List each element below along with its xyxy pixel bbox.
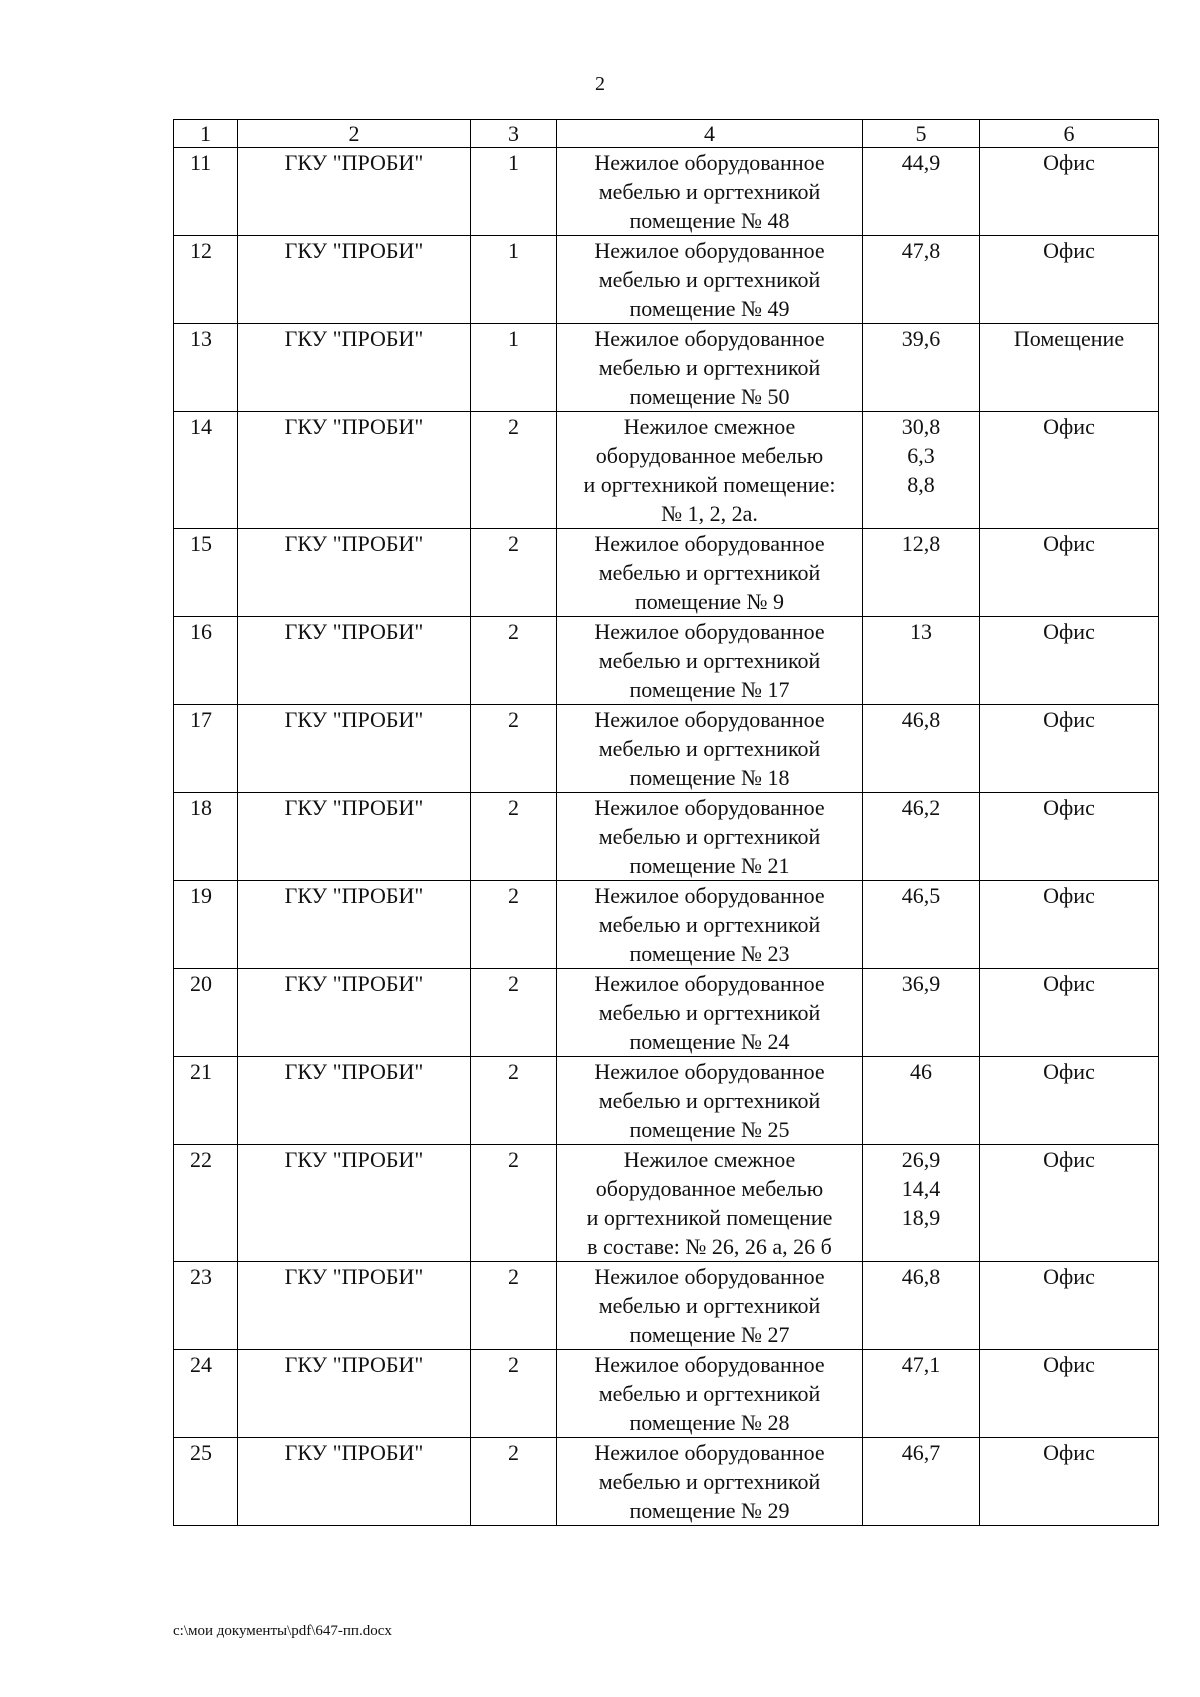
area-cell: 46,8 (863, 705, 980, 793)
floor-cell: 2 (471, 1438, 557, 1526)
area-cell: 39,6 (863, 324, 980, 412)
floor-cell: 2 (471, 1262, 557, 1350)
organization-cell: ГКУ "ПРОБИ" (238, 881, 471, 969)
table-row (174, 969, 1159, 1057)
area-cell: 46 (863, 1057, 980, 1145)
floor-cell: 2 (471, 1057, 557, 1145)
premises-description-cell: Нежилое оборудованное мебелью и оргтехникой помещение № 18 (557, 705, 863, 793)
footer-file-path: c:\мои документы\pdf\647-пп.docx (173, 1623, 392, 1639)
premises-description-cell: Нежилое оборудованное мебелью и оргтехникой помещение № 29 (557, 1438, 863, 1526)
purpose-cell: Офис (980, 236, 1159, 324)
premises-description-cell: Нежилое оборудованное мебелью и оргтехникой помещение № 48 (557, 148, 863, 236)
table-header-row (174, 120, 1159, 148)
table-row (174, 412, 1159, 529)
row-number-cell: 20 (174, 969, 238, 1057)
table-row (174, 324, 1159, 412)
organization-cell: ГКУ "ПРОБИ" (238, 148, 471, 236)
floor-cell: 2 (471, 793, 557, 881)
area-cell: 36,9 (863, 969, 980, 1057)
premises-table (173, 119, 1159, 1526)
page-number: 2 (595, 73, 605, 95)
table-row (174, 148, 1159, 236)
area-cell: 26,9 14,4 18,9 (863, 1145, 980, 1262)
organization-cell: ГКУ "ПРОБИ" (238, 1057, 471, 1145)
floor-cell: 1 (471, 236, 557, 324)
header-cell-2: 2 (238, 120, 471, 148)
premises-description-cell: Нежилое оборудованное мебелью и оргтехникой помещение № 49 (557, 236, 863, 324)
header-cell-1: 1 (174, 120, 238, 148)
row-number-cell: 13 (174, 324, 238, 412)
area-cell: 46,7 (863, 1438, 980, 1526)
floor-cell: 2 (471, 412, 557, 529)
floor-cell: 2 (471, 705, 557, 793)
row-number-cell: 23 (174, 1262, 238, 1350)
header-cell-3: 3 (471, 120, 557, 148)
purpose-cell: Офис (980, 705, 1159, 793)
organization-cell: ГКУ "ПРОБИ" (238, 705, 471, 793)
purpose-cell: Офис (980, 969, 1159, 1057)
purpose-cell: Офис (980, 1145, 1159, 1262)
area-cell: 47,8 (863, 236, 980, 324)
floor-cell: 2 (471, 1145, 557, 1262)
premises-description-cell: Нежилое смежное оборудованное мебелью и оргтехникой помещение в составе: № 26, 26 а, 26 б (557, 1145, 863, 1262)
premises-description-cell: Нежилое оборудованное мебелью и оргтехникой помещение № 9 (557, 529, 863, 617)
premises-description-cell: Нежилое оборудованное мебелью и оргтехникой помещение № 28 (557, 1350, 863, 1438)
table-row (174, 617, 1159, 705)
row-number-cell: 11 (174, 148, 238, 236)
premises-description-cell: Нежилое оборудованное мебелью и оргтехникой помещение № 25 (557, 1057, 863, 1145)
area-cell: 47,1 (863, 1350, 980, 1438)
table-row (174, 236, 1159, 324)
table-row (174, 793, 1159, 881)
premises-description-cell: Нежилое оборудованное мебелью и оргтехникой помещение № 23 (557, 881, 863, 969)
area-cell: 12,8 (863, 529, 980, 617)
table-row (174, 1350, 1159, 1438)
table-row (174, 1438, 1159, 1526)
header-cell-6: 6 (980, 120, 1159, 148)
purpose-cell: Офис (980, 1438, 1159, 1526)
purpose-cell: Офис (980, 529, 1159, 617)
area-cell: 46,8 (863, 1262, 980, 1350)
purpose-cell: Офис (980, 148, 1159, 236)
premises-description-cell: Нежилое оборудованное мебелью и оргтехникой помещение № 50 (557, 324, 863, 412)
table-row (174, 1262, 1159, 1350)
row-number-cell: 19 (174, 881, 238, 969)
table-row (174, 1057, 1159, 1145)
organization-cell: ГКУ "ПРОБИ" (238, 529, 471, 617)
row-number-cell: 18 (174, 793, 238, 881)
organization-cell: ГКУ "ПРОБИ" (238, 412, 471, 529)
premises-description-cell: Нежилое оборудованное мебелью и оргтехникой помещение № 24 (557, 969, 863, 1057)
organization-cell: ГКУ "ПРОБИ" (238, 1350, 471, 1438)
header-cell-5: 5 (863, 120, 980, 148)
purpose-cell: Помещение (980, 324, 1159, 412)
row-number-cell: 21 (174, 1057, 238, 1145)
row-number-cell: 25 (174, 1438, 238, 1526)
premises-description-cell: Нежилое оборудованное мебелью и оргтехникой помещение № 21 (557, 793, 863, 881)
floor-cell: 2 (471, 881, 557, 969)
floor-cell: 1 (471, 324, 557, 412)
organization-cell: ГКУ "ПРОБИ" (238, 324, 471, 412)
table-row (174, 1145, 1159, 1262)
area-cell: 46,5 (863, 881, 980, 969)
organization-cell: ГКУ "ПРОБИ" (238, 617, 471, 705)
floor-cell: 2 (471, 617, 557, 705)
area-cell: 46,2 (863, 793, 980, 881)
purpose-cell: Офис (980, 881, 1159, 969)
organization-cell: ГКУ "ПРОБИ" (238, 793, 471, 881)
area-cell: 30,8 6,3 8,8 (863, 412, 980, 529)
table-row (174, 881, 1159, 969)
row-number-cell: 17 (174, 705, 238, 793)
row-number-cell: 24 (174, 1350, 238, 1438)
row-number-cell: 15 (174, 529, 238, 617)
row-number-cell: 12 (174, 236, 238, 324)
purpose-cell: Офис (980, 793, 1159, 881)
organization-cell: ГКУ "ПРОБИ" (238, 1262, 471, 1350)
row-number-cell: 22 (174, 1145, 238, 1262)
purpose-cell: Офис (980, 617, 1159, 705)
premises-description-cell: Нежилое смежное оборудованное мебелью и оргтехникой помещение: № 1, 2, 2а. (557, 412, 863, 529)
area-cell: 44,9 (863, 148, 980, 236)
premises-description-cell: Нежилое оборудованное мебелью и оргтехникой помещение № 27 (557, 1262, 863, 1350)
floor-cell: 2 (471, 529, 557, 617)
floor-cell: 1 (471, 148, 557, 236)
organization-cell: ГКУ "ПРОБИ" (238, 1438, 471, 1526)
purpose-cell: Офис (980, 1262, 1159, 1350)
header-cell-4: 4 (557, 120, 863, 148)
floor-cell: 2 (471, 969, 557, 1057)
organization-cell: ГКУ "ПРОБИ" (238, 1145, 471, 1262)
purpose-cell: Офис (980, 1057, 1159, 1145)
organization-cell: ГКУ "ПРОБИ" (238, 236, 471, 324)
row-number-cell: 14 (174, 412, 238, 529)
floor-cell: 2 (471, 1350, 557, 1438)
row-number-cell: 16 (174, 617, 238, 705)
organization-cell: ГКУ "ПРОБИ" (238, 969, 471, 1057)
purpose-cell: Офис (980, 412, 1159, 529)
premises-description-cell: Нежилое оборудованное мебелью и оргтехникой помещение № 17 (557, 617, 863, 705)
area-cell: 13 (863, 617, 980, 705)
table-row (174, 529, 1159, 617)
table-row (174, 705, 1159, 793)
purpose-cell: Офис (980, 1350, 1159, 1438)
